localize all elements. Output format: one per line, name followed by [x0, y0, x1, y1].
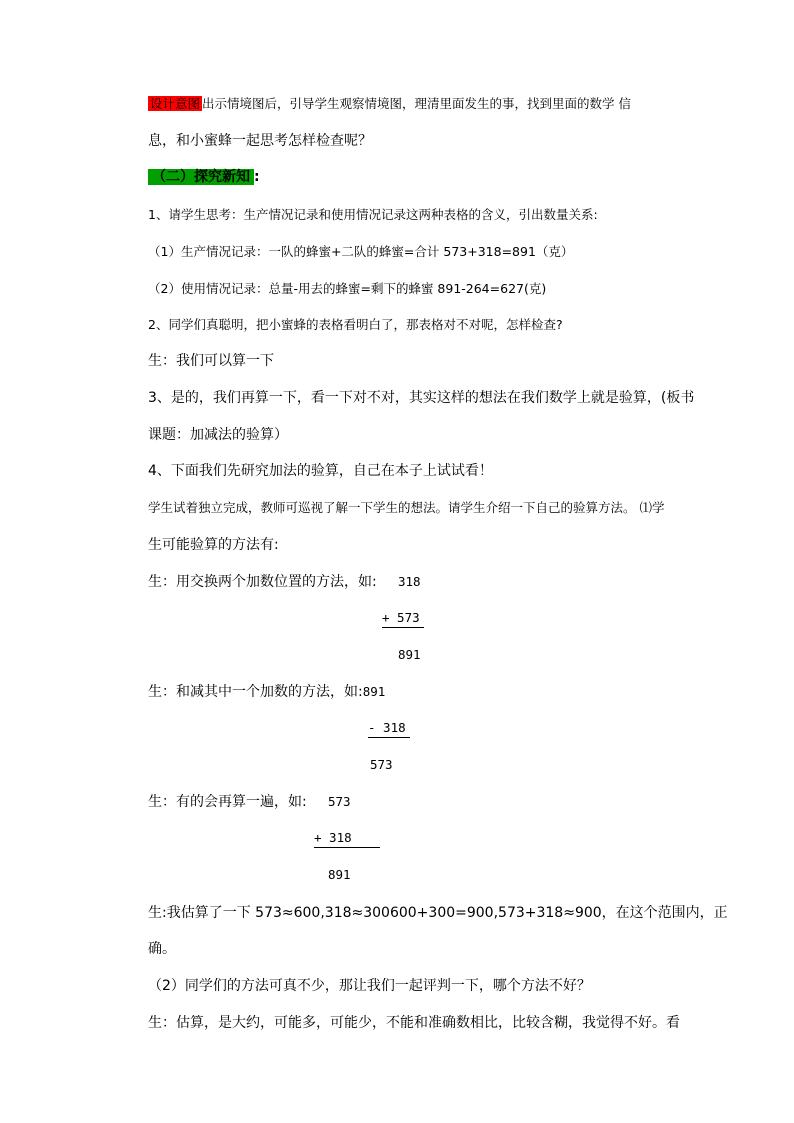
paragraph-line-8: 4、下面我们先研究加法的验算，自己在本子上试试看！: [148, 463, 493, 479]
paragraph-line-10: 生可能验算的方法有:: [148, 537, 279, 553]
design-intent-line-1: [148, 94, 631, 114]
paragraph-line-5: 生：我们可以算一下: [148, 353, 274, 369]
calc2-operand: - 318: [368, 719, 410, 738]
calc2-operand-row: [368, 719, 410, 738]
paragraph-line-22: （2）同学们的方法可真不少，那让我们一起评判一下，哪个方法不好？: [148, 978, 591, 994]
design-intent-tag: 设计意图: [150, 96, 201, 111]
paragraph-line-2: （1）生产情况记录：一队的蜂蜜+二队的蜂蜜=合计 573+318=891（克）: [148, 244, 574, 259]
paragraph-line-7: 课题：加减法的验算）: [148, 427, 288, 443]
paragraph-line-21: 确。: [148, 941, 176, 957]
paragraph-line-3: （2）使用情况记录：总量-用去的蜂蜜=剩下的蜂蜜 891-264=627(克): [148, 281, 547, 296]
paragraph-line-14: [148, 682, 385, 702]
paragraph-line-11: 生：用交换两个加数位置的方法，如:: [148, 574, 377, 590]
paragraph-line-20: 生:我估算了一下 573≈600,318≈300600+300=900,573+318≈900，在这个范围内，正: [148, 905, 728, 921]
paragraph-line-6: 3、是的，我们再算一下，看一下对不对，其实这样的想法在我们数学上就是验算，(板书: [148, 390, 695, 406]
paragraph-line-23: 生：估算，是大约，可能多，可能少，不能和准确数相比，比较含糊，我觉得不好。看: [148, 1015, 680, 1031]
paragraph-line-1: 1、请学生思考：生产情况记录和使用情况记录这两种表格的含义，引出数量关系:: [148, 207, 598, 222]
calc1-operand-row: [382, 609, 424, 628]
calc2-top: 891: [362, 684, 386, 699]
calc3-result: 891: [328, 867, 351, 882]
design-intent-text-2: 息，和小蜜蜂一起思考怎样检查呢？: [148, 133, 372, 149]
section-heading: [148, 167, 260, 187]
calc1-operand: + 573: [382, 609, 424, 628]
calc1-result: 891: [398, 647, 421, 662]
paragraph-line-9: 学生试着独立完成，教师可巡视了解一下学生的想法。请学生介绍一下自己的验算方法。 ⑴学: [148, 500, 665, 515]
calc3-operand-row: [314, 829, 380, 848]
calc2-result: 573: [370, 757, 393, 772]
design-intent-text-1: 出示情境图后，引导学生观察情境图，理清里面发生的事，找到里面的数学 信: [202, 96, 631, 111]
method-2-text: 生：和减其中一个加数的方法，如:: [148, 684, 363, 700]
calc1-top: 318: [398, 574, 421, 589]
calc3-operand: + 318: [314, 829, 380, 848]
section-title: （二）探究新知: [148, 169, 254, 185]
section-colon: :: [254, 169, 260, 185]
calc3-top: 573: [328, 794, 351, 809]
paragraph-line-4: 2、同学们真聪明，把小蜜蜂的表格看明白了，那表格对不对呢，怎样检查?: [148, 317, 563, 332]
paragraph-line-17: 生：有的会再算一遍，如:: [148, 794, 307, 810]
